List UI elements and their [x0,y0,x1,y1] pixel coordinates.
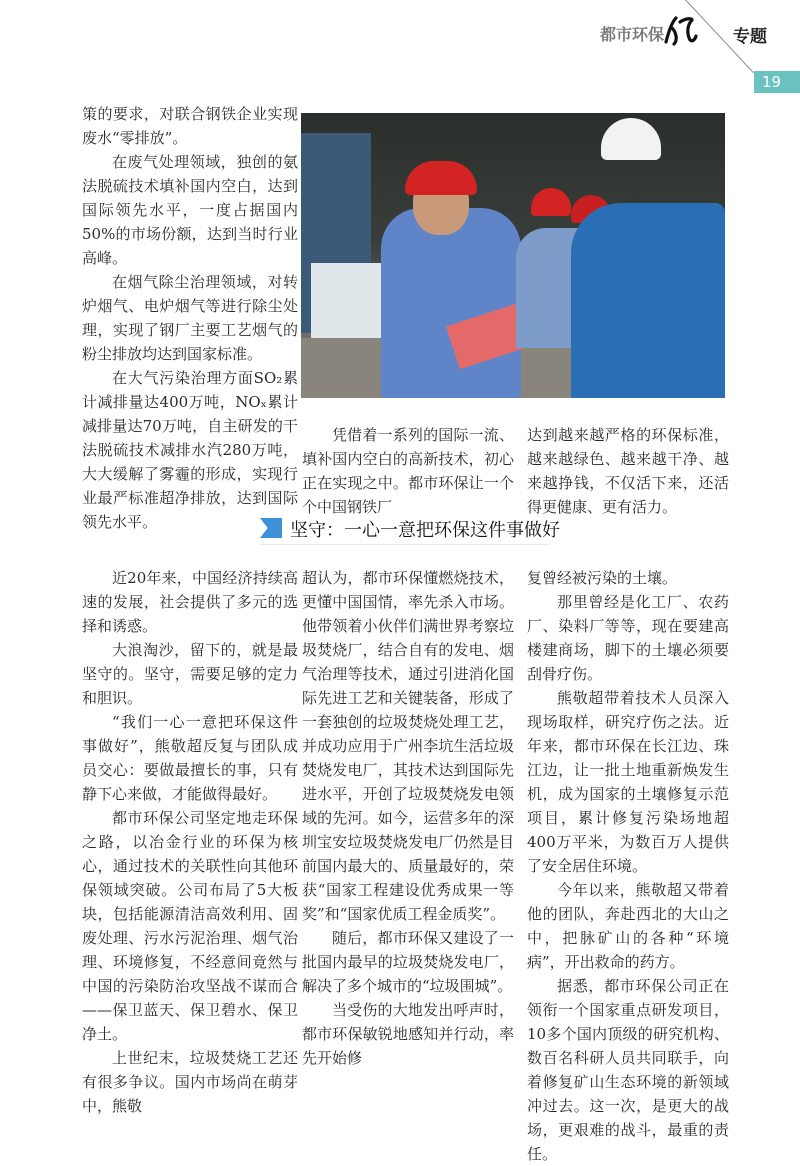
paragraph: 熊敬超带着技术人员深入现场取样，研究疗伤之法。近年来，都市环保在长江边、珠江边，让一批土地重新焕发生机，成为国家的土壤修复示范项目，累计修复污染场地超400万平米，为数百万人提供了安全居住环境。 [527,689,729,875]
paragraph: 都市环保公司坚定地走环保之路，以冶金行业的环保为核心，通过技术的关联性向其他环保领域突破。公司布局了5大板块，包括能源清洁高效利用、固废处理、污水污泥治理、烟气治理、环境修复，不经意间竟然与中国的污染防治攻坚战不谋而合——保卫蓝天、保卫碧水、保卫净土。 [82,809,298,1043]
brand-logo-icon [662,12,698,46]
paragraph: 上世纪末，垃圾焚烧工艺还有很多争议。国内市场尚在萌芽中，熊敬 [82,1049,298,1115]
article-column-top-left [82,102,298,534]
paragraph: 达到越来越严格的环保标准，越来越绿色、越来越干净、越来越挣钱，不仅活下来，还活得更健康、更有活力。 [527,426,729,516]
paragraph: 凭借着一系列的国际一流、填补国内空白的高新技术，初心正在实现之中。都市环保让一个个中国钢铁厂 [302,426,514,516]
paragraph: 据悉，都市环保公司正在领衔一个国家重点研发项目，10多个国内顶级的研究机构、数百名科研人员共同联手，向着修复矿山生态环境的新领域冲过去。这一次，是更大的战场，更艰难的战斗，最重的责任。 [527,977,729,1163]
article-column-top-middle [302,423,514,519]
photo-white-helmet [601,118,661,160]
paragraph: 策的要求，对联合钢铁企业实现废水“零排放”。 [82,105,298,147]
article-column-bottom-2 [302,566,514,1070]
paragraph: 今年以来，熊敬超又带着他的团队，奔赴西北的大山之中，把脉矿山的各种“环境病”，开出救命的药方。 [527,881,729,971]
paragraph: 复曾经被污染的土壤。 [527,569,678,587]
section-topic: 专题 [733,27,767,47]
article-photo [301,113,725,398]
photo-red-helmet [531,188,571,216]
paragraph: 在废气处理领域，独创的氨法脱硫技术填补国内空白，达到国际领先水平，一度占据国内50%的市场份额，达到当时行业高峰。 [82,153,298,267]
paragraph: 那里曾经是化工厂、农药厂、染料厂等等，现在要建高楼建商场，脚下的土壤必须要刮骨疗伤。 [527,593,729,683]
brand-name: 都市环保 [600,25,665,44]
paragraph: “我们一心一意把环保这件事做好”，熊敬超反复与团队成员交心：要做最擅长的事，只有静下心来做，才能做得最好。 [82,713,298,803]
photo-worker-blue-uniform [571,203,725,398]
article-column-bottom-1 [82,566,298,1118]
article-column-top-right [527,423,729,519]
article-column-bottom-3 [527,566,729,1166]
section-title: 坚守：一心一意把环保这件事做好 [290,520,560,541]
photo-man-blue-shirt [381,208,521,398]
section-marker-icon [260,518,282,538]
page-number: 19 [754,71,800,93]
paragraph: 超认为，都市环保懂燃烧技术，更懂中国国情，率先杀入市场。他带领着小伙伴们满世界考察垃圾焚烧厂，结合自有的发电、烟气治理等技术，通过引进消化国际先进工艺和关键装备，形成了一套独创的垃圾焚烧处理工艺，并成功应用于广州李坑生活垃圾焚烧发电厂，其技术达到国际先进水平，开创了垃圾焚烧发电领域的先河。如今，运营多年的深圳宝安垃圾焚烧发电厂仍然是目前国内最大的、质量最好的，荣获“国家工程建设优秀成果一等奖”和“国家优质工程金质奖”。 [302,569,514,923]
paragraph: 大浪淘沙，留下的，就是最坚守的。坚守，需要足够的定力和胆识。 [82,641,298,707]
paragraph: 在大气污染治理方面SO₂累计减排量达400万吨，NOₓ累计减排量达70万吨，自主研发的干法脱硫技术减排水汽280万吨，大大缓解了雾霾的形成，实现行业最严标准超净排放，达到国际领先水平。 [82,369,298,531]
paragraph: 当受伤的大地发出呼声时，都市环保敏锐地感知并行动，率先开始修 [302,1001,514,1067]
paragraph: 近20年来，中国经济持续高速的发展，社会提供了多元的选择和诱惑。 [82,569,298,635]
paragraph: 随后，都市环保又建设了一批国内最早的垃圾焚烧发电厂，解决了多个城市的“垃圾围城”。 [302,929,514,995]
section-heading [260,514,560,545]
paragraph: 在烟气除尘治理领域，对转炉烟气、电炉烟气等进行除尘处理，实现了钢厂主要工艺烟气的粉尘排放均达到国家标准。 [82,273,298,363]
photo-red-helmet [405,161,477,195]
